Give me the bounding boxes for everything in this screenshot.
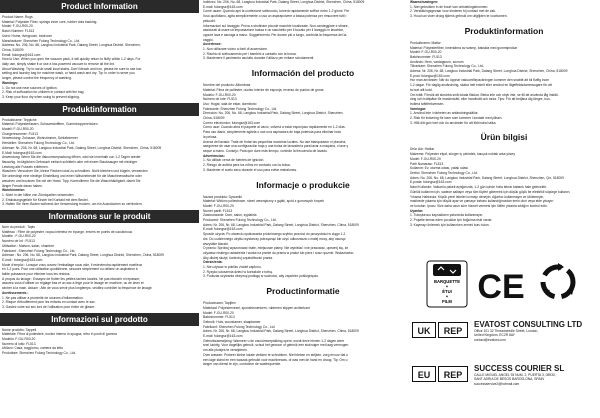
info-line: Malzeme: Polyester elyaf, sünger iç çekirdek, kauçuk noktalı arka yüzey bbox=[410, 152, 515, 157]
info-line: la pelusa. bbox=[203, 134, 218, 139]
warnings-label: Uyarılar: bbox=[410, 208, 424, 213]
compliance-marks bbox=[408, 248, 600, 418]
eu-rep-details bbox=[474, 364, 598, 386]
info-line: Nome prodotto: Tappeti bbox=[2, 327, 37, 332]
info-line: seque a mano. Consejo: Para que dure más tiempo, controle la frecuencia de lavado. bbox=[203, 148, 328, 153]
info-line: setting and laundry bag for machine wash, or hand wash and dry. Tip: In order to serve you bbox=[2, 71, 135, 76]
info-line: Batch Number: FL513 bbox=[2, 29, 35, 34]
warning-line: 2. Ryzyko uduszenia dzieci w kontakcie z torbą. bbox=[203, 269, 273, 274]
info-line: Adresse : No. 206, No. 68, Langkou Industrial Park, Dalang Street, Longhua District, Shenzhen, China, 518009 bbox=[2, 253, 165, 258]
warning-line: 3. Mantener el suelo seco durante el uso para evitar resbalones. bbox=[203, 167, 298, 172]
info-line: Material: Polyester Fiber, springs inner core, rubber dots backing. bbox=[2, 19, 98, 24]
baguette-line-2: ÉTUI bbox=[442, 289, 452, 294]
info-line: About Washing: Try to scrub small local stains. Don't bleach and iron, please be sure to use low bbox=[2, 66, 142, 71]
info-line: Yıkama Hakkında: Küçük yerel lekeleri ovmayı deneyin. Ağartıcı kullanmayın ve ütülemeyin, bbox=[410, 194, 545, 199]
info-line: Utilisation : Maison, salon, chambre bbox=[2, 243, 55, 248]
warning-line: 3. Mantenere il pavimento asciutto durante l'utilizzo per evitare scivolamenti. bbox=[203, 56, 315, 61]
info-line: Verwendung: Zuhause, Wohnzimmer, Schlafzimmer bbox=[2, 136, 78, 141]
info-line: Dirección: No. 206, No. 68, Langkou Industrial Park, Dalang Street, Longhua District, Shenzhen, bbox=[203, 111, 344, 116]
info-line: Gebruik: Huis, woonkamer, slaapkamer bbox=[203, 319, 261, 324]
info-line: Model: F-GU-R00-20 bbox=[410, 156, 441, 161]
baguette-line-4: FILM bbox=[442, 299, 452, 304]
info-line: Zastosowanie: Dom, salon, sypialnia bbox=[203, 213, 257, 218]
info-line: Nombre del producto: Alfombras bbox=[203, 83, 251, 88]
warning-line: 2. Risk för kvävning för barn som kommer i kontakt med påsen. bbox=[410, 116, 503, 121]
info-line: Adress: Nr. 206, Nr. 68, Langkou Industrial Park, Dalang Street, Longhua District, Shenzhen, China, 518009 bbox=[410, 69, 568, 74]
info-line: asegúrese de usar una configuración baja y una bolsa de lavandería para lavar a máquina, o lave y bbox=[203, 144, 349, 149]
warning-line: 3. Halten Sie Ihren Boden während der Verwendung trocken, um ein Ausrutschen zu verhindern. bbox=[2, 202, 143, 207]
info-line: daily use, simply shake it or use a low-powered vacuum to remove all the lint. bbox=[2, 62, 115, 67]
info-line: Parti Numarası: FL513 bbox=[410, 161, 444, 166]
section-title: Productinformatie bbox=[266, 286, 340, 297]
info-line: Adres: No. 206, No. 68, Langkou Industrial Park, Dalang Street, Longhua District, Shenzhen, Çin, 518009 bbox=[410, 175, 564, 180]
info-line: E-post: fulongsz@163.com bbox=[410, 73, 450, 78]
warning-line: 2. Riesgo de asfixia para los niños en contacto con la bolsa. bbox=[203, 163, 291, 168]
info-line: Om tvätt: Försök att skrubba små lokala fläckar. Bleka inte och stryk inte, se till att använda låg inställ- bbox=[410, 92, 559, 97]
info-line: Modello: F-GU-R00-20 bbox=[2, 337, 36, 342]
info-line: Hersteller: Shenzhen Fulong Technology Co., Ltd. bbox=[2, 141, 75, 146]
eu-rep-label-box: REP bbox=[438, 366, 468, 382]
info-line: Tillverkare: Shenzhen Fulong Technology Co., Ltd. bbox=[410, 64, 484, 69]
info-line: Matériau : Fibre de polyester, noyau intérieur en éponge, envers en points de caoutchouc bbox=[2, 229, 133, 234]
info-line: dni. Do codziennego użytku wystarczy potrząsnąć lub użyć odkurzacza o małej mocy, aby usunąć bbox=[203, 236, 346, 241]
info-line: Numero di lotto: FL513 bbox=[2, 341, 36, 346]
info-section bbox=[201, 0, 405, 64]
info-section bbox=[408, 0, 600, 22]
baguette-line-3: + bbox=[445, 294, 449, 299]
info-line: om alle pluisjes te verwijderen. bbox=[203, 348, 248, 353]
eu-rep-line: CALLE MIGUEL ANGEL 93 NUM. 2, PUERTA 3, 08930, bbox=[474, 373, 556, 377]
eu-representative bbox=[408, 362, 600, 402]
info-line: assicurati di usare un'impostazione bassa e un sacchetto per il bucato per il lavaggio in lavatrice, bbox=[203, 28, 345, 33]
baguette-line-0: BARQUETTE bbox=[433, 279, 461, 284]
info-line: Acerca del lavado: Trate de frotar las pequeñas manchas locales. No use blanqueador ni plancha, bbox=[203, 139, 347, 144]
info-line: Adresse: Nr. 206, Nr. 68, Langkou Industrial Park, Dalang Street, Longhua District, Shenzhen, China, 518009 bbox=[2, 145, 162, 150]
info-line: Mode d'emploi : Lorsque vous ouvrez l'emballage sous vide, il redeviendra rapidement moelleux bbox=[2, 262, 143, 267]
uk-rep-line: contact@evatost.com bbox=[474, 337, 506, 342]
info-line: Sposób użycia: Po otwarciu opakowania próżniowego szybko powróci do puszystości w ciągu 1-2 bbox=[203, 232, 346, 237]
info-line: longer, please control the frequency of washing. bbox=[2, 76, 72, 81]
warnings-label: Waarschuwingen: bbox=[410, 0, 439, 4]
info-line: pelucchi. bbox=[203, 18, 217, 23]
warning-line: 1. No utilizar cerca de fuentes de ignición. bbox=[203, 158, 265, 163]
warnings-label: Warnhinweise: bbox=[2, 188, 26, 193]
info-line: Materiale: Fibra di poliestere, nucleo interno in spugna, retro in punti di gomma bbox=[2, 332, 117, 337]
info-line: trollera tvättfrekvensen. bbox=[410, 101, 445, 106]
uk-representative bbox=[408, 318, 600, 358]
info-line: Email: fulongsz@163.com bbox=[2, 52, 41, 57]
warning-line: 1. Non utilizzare vicino a fonti di accensione. bbox=[203, 47, 268, 52]
info-line: langer van dienst te zijn, controleer de wasfrequentie. bbox=[203, 362, 282, 367]
info-line: vaggio. bbox=[203, 37, 214, 42]
info-line: faible puissance pour éliminer tous les résidus. bbox=[2, 272, 71, 277]
info-section bbox=[201, 179, 405, 283]
warning-line: 3. Houd uw vloer droog tijdens gebruik om uitglijden te voorkomen. bbox=[410, 14, 508, 19]
info-line: Numer partii: FL513 bbox=[203, 208, 233, 213]
info-line: Produktname: Teppiche bbox=[2, 117, 37, 122]
section-title: Informacje o produkcie bbox=[256, 179, 350, 190]
info-line: Kullanım: Ev, oturma odası, yatak odası bbox=[410, 166, 469, 171]
section-title: Product Information bbox=[0, 0, 199, 13]
info-section bbox=[0, 0, 199, 103]
info-line: Modell: F-GU-R00-20 bbox=[410, 50, 442, 55]
info-line: flauschig. Im täglichen Gebrauch einfach schütteln oder mit einem Staubsauger mit niedriger bbox=[2, 159, 138, 164]
info-line: E-mail: fulongsz@163.com bbox=[203, 334, 243, 339]
info-line: Chargennummer: FL513 bbox=[2, 131, 38, 136]
info-line: Material: Polyesterfasern, Schaumstofffern, Gumminoppenrücken bbox=[2, 122, 98, 127]
warning-line: 2. Poşetle temas eden çocuklar için boğulma riski vardır. bbox=[410, 218, 493, 223]
warning-line: 2. Rischio di soffocamento per i bambini a contatto con la borsa. bbox=[203, 51, 297, 56]
info-line: Modell: F-GU-R00-20 bbox=[2, 127, 34, 132]
info-line: Número de lote: FL513 bbox=[203, 97, 237, 102]
triman-sorting-icon bbox=[426, 260, 468, 308]
info-line: Sie unbedingt eine niedrige Einstellung und einen Wäschebeutel für die Maschinenwäsche oder bbox=[2, 174, 142, 179]
info-line: Material: Polyesterfiber, innerkärna av svamp, baksida med gummiprickar bbox=[410, 45, 518, 50]
info-line: oppure lava e asciuga a mano. Suggerimento: Per durare più a lungo, controlla la frequenza del la- bbox=[203, 32, 348, 37]
warning-line: 3. Keep your floor dry when using to prevent slipping. bbox=[2, 94, 80, 99]
info-section bbox=[408, 131, 600, 230]
uk-rep-country-box: UK bbox=[412, 322, 436, 338]
info-line: assurez-vous d'utiliser un réglage bas et un sac à linge pour le lavage en machine, ou de laver et bbox=[2, 281, 144, 286]
info-line: Aby dłużej służył, kontroluj częstotliwość prania. bbox=[203, 255, 273, 260]
info-line: Adres: Nr. 206, Nr. 68, Langkou Industrial Park, Dalang Street, Longhua District, Shenzhen, China, 518009 bbox=[203, 222, 359, 227]
info-line: Nazwa produktu: Dywaniki bbox=[203, 194, 242, 199]
info-line: Gebruiksaanwijzing: Wanneer u de vacuümverpakking opent, wordt deze binnen 1-2 dagen weer bbox=[203, 338, 345, 343]
info-line: Producent: Shenzhen Fulong Technology Co., Ltd. bbox=[203, 218, 277, 223]
ce-mark-text: CE bbox=[478, 268, 524, 304]
uk-rep-label-box: REP bbox=[438, 322, 468, 338]
info-line: Batchnummer: FL513 bbox=[410, 54, 442, 59]
info-line: een lage stand en een waszak gebruikt voor machinewas, of was met de hand en droog. Tip: Om u bbox=[203, 357, 348, 362]
uk-rep-details bbox=[474, 320, 598, 342]
info-line: wszystkie kłaczki. bbox=[203, 241, 229, 246]
warning-line: 2. Risk of suffocation for children in contact with the bag. bbox=[2, 90, 85, 95]
info-line: China, 518009 bbox=[2, 47, 24, 52]
info-line: Uso: Hogar, sala de estar, dormitorio bbox=[203, 101, 257, 106]
info-line: E-mail: fulongsz@163.com bbox=[203, 227, 243, 232]
warnings-label: Avvertenze: bbox=[203, 42, 222, 47]
info-line: Nasıl Kullanılır: Vakumlu paketi açtığınızda, 1-2 gün içinde hızla tekrar kabarık hale gelecektir. bbox=[410, 185, 547, 190]
info-line: Model: F-GU-R00-20 bbox=[203, 203, 234, 208]
info-line: Fabricante: Shenzhen Fulong Technology Co., Ltd. bbox=[203, 106, 278, 111]
info-line: waschen und trocknen Sie mit der Hand. Tipp: Kontrollieren Sie die Waschhäufigkeit, damit Sie bbox=[2, 178, 141, 183]
info-line: Materiał: Włókno poliestrowe, rdzeń wewnętrzny z gąbki, spód z gumowych kropek bbox=[203, 199, 324, 204]
info-line: Adres: Nr. 206, Nr. 68, Langkou Industrial Park, Dalang Street, Longhua District, Shenzhen, China, 518009 bbox=[203, 329, 359, 334]
info-section bbox=[0, 313, 199, 359]
warning-line: 1. Tutuşturucu kaynakların yakınında kullanmayın. bbox=[410, 213, 484, 218]
warning-line: 1. Nie używać w pobliżu źródeł zapłonu. bbox=[203, 265, 262, 270]
info-line: Hur man använder: När du öppnar vakuumförpackningen kommer den snabbt att bli fluffig inom bbox=[410, 78, 550, 83]
info-section bbox=[408, 25, 600, 129]
warning-line: 1. Do not use near sources of ignition. bbox=[2, 85, 58, 90]
info-section bbox=[0, 103, 199, 210]
section-title: Información del producto bbox=[251, 68, 355, 79]
section-title: Ürün bilgisi bbox=[480, 132, 528, 143]
info-section bbox=[0, 210, 199, 313]
info-section bbox=[201, 67, 405, 175]
info-line: Används: Hem, vardagsrum, sovrum bbox=[410, 59, 464, 64]
baguette-line-1: + bbox=[445, 284, 449, 289]
eu-rep-country-box: EU bbox=[412, 366, 436, 382]
eu-rep-line: SANT ADRIA DE BESOS BARCELONA, SPAIN bbox=[474, 377, 544, 382]
uk-rep-line: Office 101 32 Threadneedle Street, London, bbox=[474, 329, 539, 333]
info-line: Anwendung: Wenn Sie die Vakuumverpackung öffnen, wird sie innerhalb von 1-2 Tagen wieder bbox=[2, 155, 141, 160]
info-line: Over wassen: Probeer kleine lokale vlekken te schrobben. Niet bleken en strijken, zorg ervoor dat u bbox=[203, 352, 348, 357]
warning-line: 3. Podczas używania utrzymuj podłogę w suchości, aby zapobiec poślizgnięciu. bbox=[203, 274, 320, 279]
info-line: Üretici: Shenzhen Fulong Technology Co., Ltd. bbox=[410, 170, 478, 175]
info-line: ve kurutun. İpucu: Size daha uzun süre hizmet vermesi için lütfen yıkama sıklığını kontrol edin. bbox=[410, 203, 548, 208]
info-line: Material: Fibra de poliéster, núcleo interior de esponja, reverso de puntos de goma bbox=[203, 87, 324, 92]
info-line: Correo electrónico: fulongsz@163.com bbox=[203, 120, 261, 125]
warning-line: 3. Kaymayı önlemek için kullanırken zemini kuru tutun. bbox=[410, 222, 490, 227]
info-line: Address: No. 206, No. 68, Langkou Industrial Park, Dalang Street, Longhua District, Shenzhen, bbox=[2, 43, 141, 48]
info-line: China, 518009 bbox=[203, 116, 225, 121]
info-line: länger Freude daran haben. bbox=[2, 183, 43, 188]
info-line: Batchnummer: FL513 bbox=[203, 315, 235, 320]
warnings-label: Avertissements : bbox=[2, 290, 29, 295]
ce-mark bbox=[478, 266, 524, 304]
info-line: Leistung alle Fusseln entfernen. bbox=[2, 164, 49, 169]
eu-rep-line: successservice2@hotmail.com bbox=[474, 381, 520, 386]
uk-rep-company: EVATOST CONSULTING LTD bbox=[474, 320, 583, 329]
info-line: Utilizzo: Casa, soggiorno, camera da letto bbox=[2, 346, 64, 351]
info-line: Materiaal: Polyestervezel, sponsbinnenkern, rubberen stippen achterkant bbox=[203, 305, 310, 310]
info-line: Produktnamn: Mattor bbox=[410, 40, 441, 45]
info-line: Para uso diario, simplemente agítela o use una aspiradora de baja potencia para eliminar toda bbox=[203, 130, 341, 135]
section-title: Informations sur le produit bbox=[0, 210, 199, 223]
middle-column bbox=[201, 0, 405, 418]
warning-line: 2. Risque d'étouffement pour les enfants en contact avec le sac. bbox=[2, 300, 96, 305]
warning-line: 1. Ne pas utiliser à proximité de sources d'inflammation. bbox=[2, 295, 84, 300]
info-line: sécher à la main. Astuce : Afin de vous servir plus longtemps, veuillez contrôler la fréquence de lavage. bbox=[2, 286, 153, 291]
warning-line: 2. Erstickungsgefahr für Kinder bei Kontakt mit dem Beutel. bbox=[2, 197, 89, 202]
info-line: makinede yıkama için düşük ayar ve çamaşır torbası kullandığınızdan emin olun veya elde yıkayın bbox=[410, 199, 554, 204]
info-line: używasz niskiego ustawienia i worka na pranie do prania w pralce lub pierz i susz ręcznie. Wskazówka: bbox=[203, 250, 354, 255]
info-line: E-Mail: fulongsz@163.com bbox=[2, 150, 42, 155]
info-line: Indirizzo: No. 206, No. 68, Langkou Industrial Park, Dalang Street, Longhua District, Shenzhen, China, 518009 bbox=[203, 0, 365, 4]
warning-line: 3. Gardez votre sol sec lors de l'utilisation pour éviter de glisser. bbox=[2, 304, 95, 309]
section-title: Produktinformation bbox=[464, 25, 544, 36]
warning-line: 3. Håll ditt golv torrt när du använder för att förhindra halka. bbox=[410, 120, 497, 125]
info-line: Waschen: Versuchen Sie, kleine Flecken lokal zu schrubben. Nicht bleichen und bügeln, verwenden bbox=[2, 169, 148, 174]
info-line: Manufacturer: Shenzhen Fulong Technology Co., Ltd. bbox=[2, 38, 81, 43]
left-column bbox=[0, 0, 199, 418]
info-line: Nom du produit : Tapis bbox=[2, 225, 35, 230]
info-line: E-mail: fulongsz@163.com bbox=[203, 4, 243, 9]
info-line: snel luchtig. Voor dagelijks gebruik, schud het gewoon of gebruik een stofzuiger met laag vermogen bbox=[203, 343, 349, 348]
info-line: ning och tvättpåse för maskintvätt, eller handtvätt och torka. Tips: För att betjäna dig längre, kon- bbox=[410, 97, 551, 102]
info-line: Model: F-GU-R00-20 bbox=[203, 310, 234, 315]
info-line: Numéro de lot : FL513 bbox=[2, 239, 35, 244]
warnings-label: Advertencias: bbox=[203, 153, 225, 158]
recycle-arrows-icon bbox=[536, 260, 580, 304]
warnings-label: Ostrzeżenia: bbox=[203, 260, 223, 265]
warning-line: 1. Använd inte i närheten av antändningskällor. bbox=[410, 111, 479, 116]
section-title: Produktinformation bbox=[0, 103, 199, 116]
info-line: E-mail : fulongsz@163.com bbox=[2, 257, 43, 262]
info-line: ta bort allt ludd. bbox=[410, 87, 433, 92]
uk-rep-line: United Kingdom, EC2R 8AY bbox=[474, 333, 515, 338]
info-line: Fabrikant: Shenzhen Fulong Technology Co., Ltd. bbox=[203, 324, 276, 329]
info-line: Günlük kullanım için, sadece sallayın veya tüm tüyleri gidermek için düşük güçlü bir elektrikli süpürge kullanın. bbox=[410, 189, 571, 194]
info-line: Informazioni sul lavaggio: Prova a strofinare piccole macchie localizzate. Non candeggiare e stirare, bbox=[203, 23, 349, 28]
section-title: Informazioni sul prodotto bbox=[0, 313, 199, 326]
info-line: Productnaam: Tapijten bbox=[203, 301, 236, 306]
info-line: Used: Home, livingroom, bedroom bbox=[2, 33, 53, 38]
info-line: À propos du lavage : Essayez de frotter les petites taches locales. Ne pas blanchir ni repasser, bbox=[2, 276, 140, 281]
warning-line: 2. Verstikkingsgevaar voor kinderen bij contact met de zak. bbox=[410, 9, 496, 14]
info-line: E-posta: fulongsz@163.com bbox=[410, 180, 452, 185]
warnings-label: Warnings: bbox=[2, 80, 18, 85]
info-line: Modelo: F-GU-R00-20 bbox=[203, 92, 236, 97]
warning-line: 1. Niet gebruiken in de buurt van ontstekingsbronnen. bbox=[410, 4, 489, 9]
info-line: Come usare: Quando apri la confezione sottovuoto, tornerà rapidamente soffice entro 1-2 giorni. Per bbox=[203, 9, 350, 14]
info-line: O praniu: Spróbuj wyszorować małe, miejscowe plamy. Nie wybielać i nie prasować, upewnij się, że bbox=[203, 246, 349, 251]
info-line: Produttore: Shenzhen Fulong Technology Co., Ltd. bbox=[2, 351, 76, 356]
warning-line: 1. Nicht in der Nähe von Zündquellen verwenden. bbox=[2, 192, 75, 197]
info-line: How to Use: When you open the vacuum pack, it will quickly return to fluffy within 1-2 days. For bbox=[2, 57, 141, 62]
info-line: 1-2 dagar. För daglig användning, skaka helt enkelt eller använd en lågeffektsdammsugare för att bbox=[410, 83, 552, 88]
eu-rep-company: SUCCESS COURIER SL bbox=[474, 364, 565, 373]
info-line: Ürün Adı: Halılar bbox=[410, 147, 435, 152]
info-line: Cómo usar: Cuando abra el paquete al vacío, volverá a estar esponjoso rápidamente en 1-2 días. bbox=[203, 125, 346, 130]
info-line: Product Name: Rugs bbox=[2, 15, 33, 19]
info-line: Fabricant : Shenzhen Fulong Technology Co., Ltd. bbox=[2, 248, 76, 253]
warnings-label: Varningar: bbox=[410, 106, 427, 111]
info-line: Modèle : F-GU-R00-20 bbox=[2, 234, 36, 239]
info-line: Model: F-GU-R00-20 bbox=[2, 24, 33, 29]
info-line: l'uso quotidiano, agita semplicemente o usa un aspirapolvere a bassa potenza per rimuovere tutti i bbox=[203, 14, 347, 19]
info-line: en 1-2 jours. Pour une utilisation quotidienne, secouez simplement ou utilisez un aspirateur à bbox=[2, 267, 138, 272]
info-section bbox=[201, 285, 405, 370]
